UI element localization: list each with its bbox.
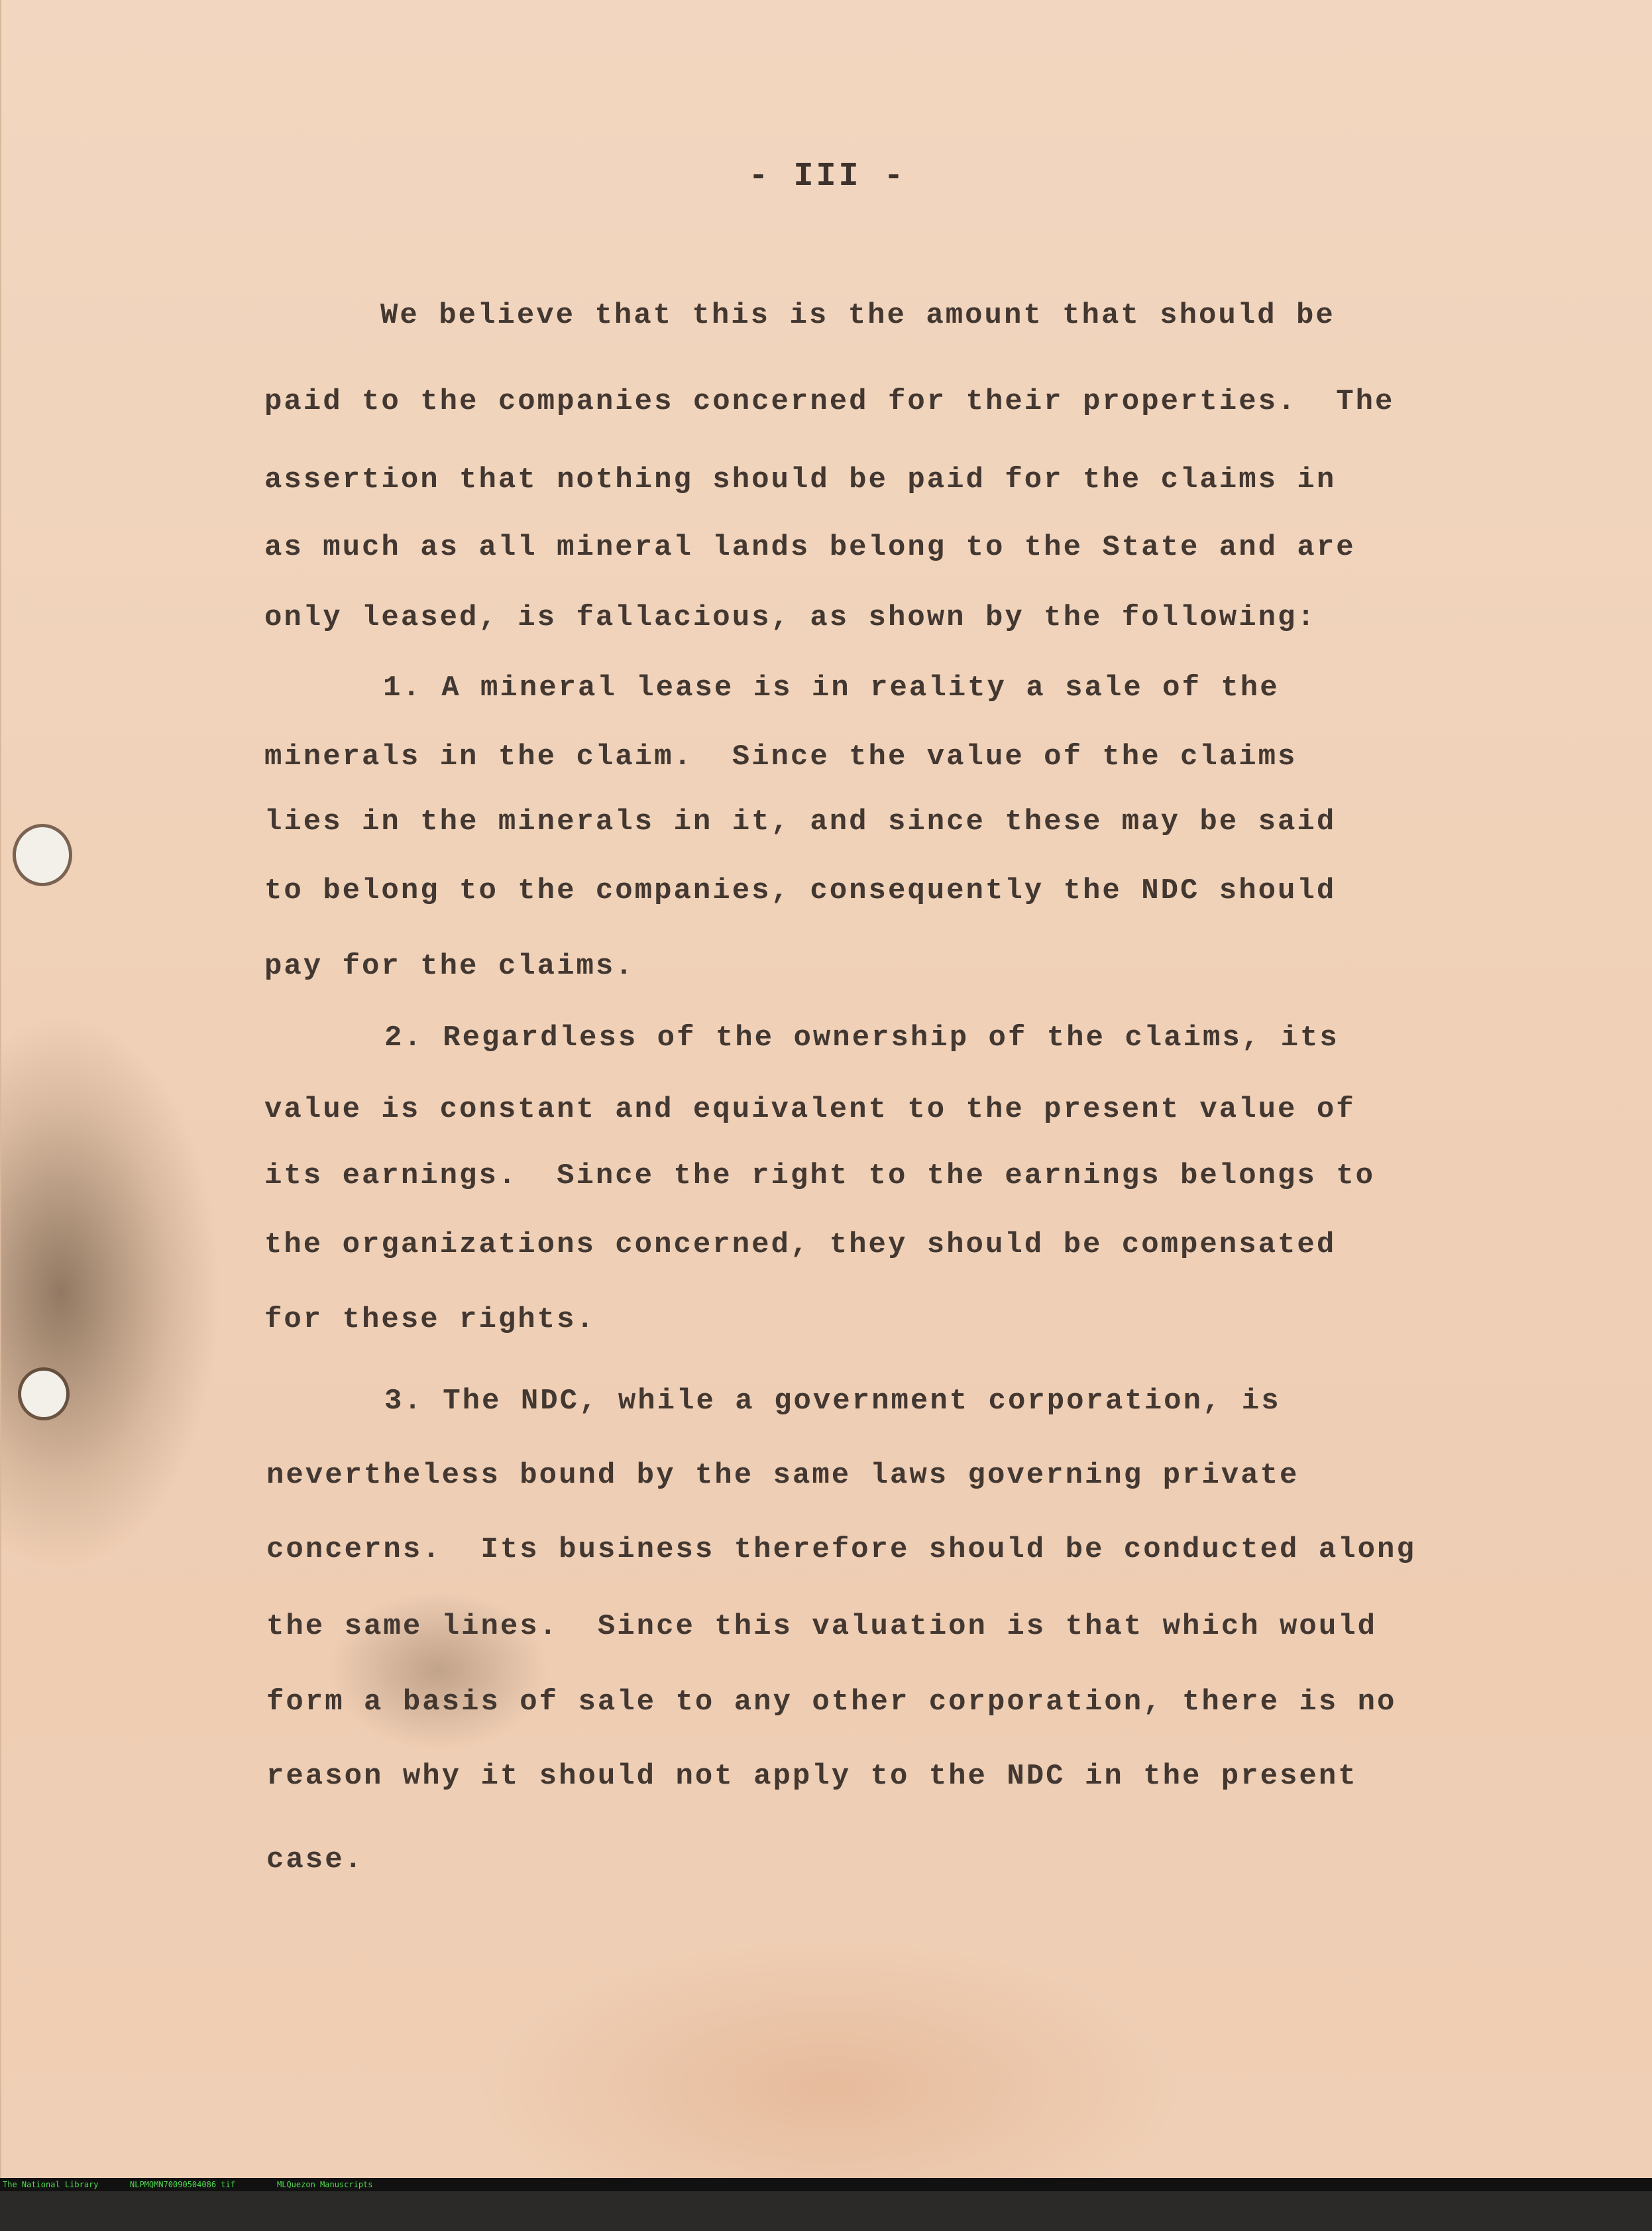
- body-line: as much as all mineral lands belong to the State and are: [264, 531, 1356, 564]
- body-line: concerns. Its business therefore should be conducted along: [266, 1533, 1416, 1566]
- scan-footer: [0, 2178, 1652, 2191]
- binder-hole-top: [16, 827, 69, 883]
- body-line: for these rights.: [264, 1303, 596, 1336]
- body-line: paid to the companies concerned for their properties. The: [264, 385, 1395, 418]
- page-number: - III -: [748, 158, 907, 196]
- body-line: only leased, is fallacious, as shown by the following:: [264, 601, 1317, 634]
- footer-library: The National Library: [3, 2180, 99, 2189]
- body-line: form a basis of sale to any other corporation, there is no: [266, 1686, 1397, 1719]
- body-line: case.: [266, 1843, 364, 1876]
- body-line: 2. Regardless of the ownership of the claims, its: [384, 1021, 1339, 1055]
- footer-collection: MLQuezon Manuscripts: [277, 2180, 373, 2189]
- binder-hole-bottom: [21, 1371, 66, 1417]
- body-line: to belong to the companies, consequently the NDC should: [264, 874, 1337, 907]
- body-line: 3. The NDC, while a government corporation, is: [384, 1385, 1281, 1418]
- body-line: pay for the claims.: [264, 950, 635, 983]
- footer-file-id: NLPMQMN70090504086 tif: [130, 2180, 235, 2189]
- body-line: its earnings. Since the right to the earnings belongs to: [264, 1159, 1376, 1192]
- body-line: lies in the minerals in it, and since these may be said: [264, 805, 1337, 838]
- body-line: We believe that this is the amount that should be: [380, 299, 1335, 332]
- body-line: minerals in the claim. Since the value of the claims: [264, 740, 1297, 773]
- body-line: the organizations concerned, they should be compensated: [264, 1228, 1337, 1261]
- body-line: the same lines. Since this valuation is that which would: [266, 1610, 1378, 1643]
- body-line: 1. A mineral lease is in reality a sale of the: [383, 671, 1280, 705]
- body-line: nevertheless bound by the same laws governing private: [266, 1459, 1299, 1492]
- body-line: assertion that nothing should be paid for the claims in: [264, 463, 1337, 496]
- body-line: reason why it should not apply to the NDC in the present: [266, 1760, 1358, 1793]
- body-line: value is constant and equivalent to the present value of: [264, 1093, 1356, 1126]
